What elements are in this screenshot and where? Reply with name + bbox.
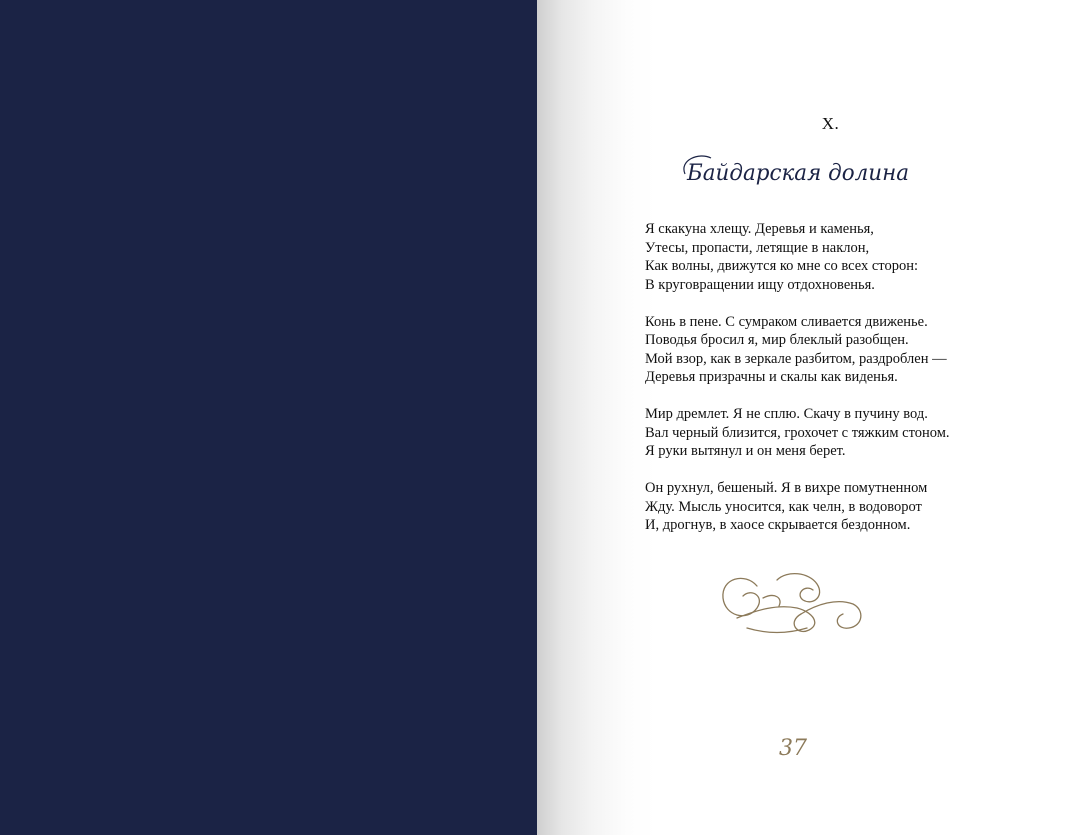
poem-line: В круговращении ищу отдохновенья. [645,276,875,293]
poem-line: Вал черный близится, грохочет с тяжким стоном. [645,424,950,441]
page-number: 37 [779,736,807,761]
stanza [645,479,1045,535]
poem-line: И, дрогнув, в хаосе скрывается бездонном. [645,517,911,533]
poem-line: Деревья призрачны и скалы как виденья. [645,369,898,385]
poem-body [645,220,1045,553]
stanza [645,405,1045,461]
calligraphic-flourish-icon [717,568,867,640]
poem-line: Мир дремлет. Я не сплю. Скачу в пучину вод. [645,406,928,422]
poem-line: Я руки вытянул и он меня берет. [645,443,846,459]
poem-line: Он рухнул, бешеный. Я в вихре помутненном [645,480,928,496]
right-page [537,0,1074,835]
poem-title-text: Байдарская долина [686,161,909,186]
poem-line: Мой взор, как в зеркале разбитом, раздроблен — [645,350,947,367]
poem-title [677,146,917,196]
poem-line: Жду. Мысль уносится, как челн, в водоворот [645,498,922,515]
poem-line: Я скакуна хлещу. Деревья и каменья, [645,221,874,237]
stanza [645,220,1045,294]
poem-line: Как волны, движутся ко мне со всех сторон: [645,258,918,274]
stanza [645,313,1045,387]
poem-line: Утесы, пропасти, летящие в наклон, [645,239,870,256]
poem-line: Поводья бросил я, мир блеклый разобщен. [645,332,909,348]
poem-line: Конь в пене. С сумраком сливается движенье. [645,313,928,330]
chapter-number: X. [821,114,840,133]
